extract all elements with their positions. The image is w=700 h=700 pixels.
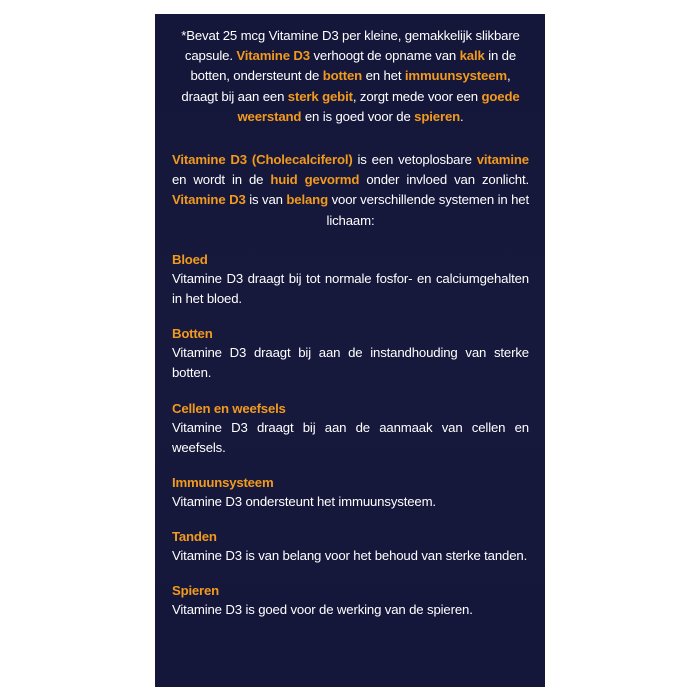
body-text: *Bevat 25 mcg Vitamine D3 per kleine, gemakkelijk slikbare capsule. <box>181 28 520 64</box>
product-info-panel <box>155 14 545 687</box>
benefit-sections <box>172 251 529 621</box>
highlighted-text: goede weerstand <box>237 88 520 124</box>
highlighted-text: spieren <box>414 108 461 124</box>
panel-content <box>172 26 529 621</box>
body-text: , draagt bij aan een <box>181 68 511 104</box>
body-text: is van <box>245 192 287 208</box>
highlighted-text: immuunsysteem <box>404 68 507 84</box>
section-title: Botten <box>172 326 213 342</box>
highlighted-text: botten <box>322 68 363 84</box>
body-text: is een vetoplosbare <box>352 152 477 168</box>
body-text: verhoogt de opname van <box>309 48 460 64</box>
highlighted-text: Vitamine D3 (Cholecalciferol) <box>172 152 353 168</box>
benefit-section <box>172 325 529 383</box>
highlighted-text: Vitamine D3 <box>172 192 246 208</box>
section-title: Cellen en weefsels <box>172 400 286 416</box>
section-title: Tanden <box>172 529 217 545</box>
highlighted-text: huid gevormd <box>270 172 360 188</box>
description-paragraph <box>172 150 529 231</box>
intro-paragraph <box>172 26 529 127</box>
highlighted-text: sterk gebit <box>287 88 353 104</box>
benefit-section <box>172 528 529 566</box>
section-body: Vitamine D3 ondersteunt het immuunsysteem. <box>172 494 436 510</box>
highlighted-text: belang <box>286 192 328 208</box>
benefit-section <box>172 400 529 458</box>
benefit-section <box>172 474 529 512</box>
section-title: Immuunsysteem <box>172 475 274 491</box>
section-title: Bloed <box>172 251 208 267</box>
body-text: . <box>460 108 464 124</box>
highlighted-text: Vitamine D3 <box>236 48 310 64</box>
section-body: Vitamine D3 is goed voor de werking van de spieren. <box>172 602 473 618</box>
section-body: Vitamine D3 draagt bij tot normale fosfor- en calciumgehalten in het bloed. <box>172 270 529 307</box>
highlighted-text: kalk <box>459 48 485 64</box>
body-text: onder invloed van zonlicht. <box>359 172 529 188</box>
body-text: , zorgt mede voor een <box>352 88 482 104</box>
body-text: in de botten, ondersteunt de <box>190 48 517 84</box>
section-body: Vitamine D3 is van belang voor het behoud van sterke tanden. <box>172 548 528 564</box>
body-text: en wordt in de <box>172 172 271 188</box>
body-text: voor verschillende systemen in het lichaam: <box>326 192 529 228</box>
body-text: en het <box>362 68 405 84</box>
section-body: Vitamine D3 draagt bij aan de aanmaak van cellen en weefsels. <box>172 419 529 455</box>
benefit-section <box>172 251 529 309</box>
benefit-section <box>172 582 529 620</box>
highlighted-text: vitamine <box>476 152 529 168</box>
body-text: en is goed voor de <box>301 108 415 124</box>
section-body: Vitamine D3 draagt bij aan de instandhouding van sterke botten. <box>172 345 529 381</box>
section-title: Spieren <box>172 583 219 599</box>
